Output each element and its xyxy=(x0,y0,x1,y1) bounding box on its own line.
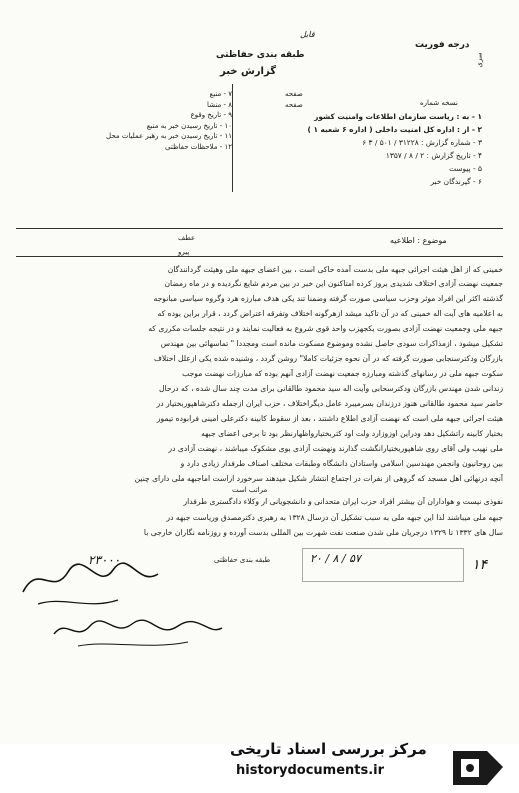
body-line: حاضر سید محمود طالقانی هنوز درزندان بسرمیبرد عامل دیگراختلاف ، حزب ایران ازجمله دکترشاهپوربختیار در xyxy=(156,399,503,408)
left-field: ۱۰ - تاریخ رسیدن خبر به منبع xyxy=(146,121,232,130)
body-line: هیئت اجرائی جبهه ملی است که نهضت آزادی اطلاع داشتند ، بعد از سقوط کابینه دکترعلی امینی فرابوده تیمور xyxy=(156,414,503,423)
left-field: ۹ - تاریخ وقوع xyxy=(190,111,232,119)
watermark-logo-icon xyxy=(445,747,511,789)
watermark-title: مرکز بررسی اسناد تاریخی xyxy=(230,740,427,758)
body-line: تشکیل میشود ، ازمذاکرات سودی حاصل نشده وموضوع مسکوت مانده است ومجددا " تماسهائی بین مهندس xyxy=(160,339,503,348)
header-classification-label: طبقه بندی حفاظتی xyxy=(216,50,305,60)
left-field: ۱۱ - تاریخ رسیدن خبر به رهبر عملیات محل xyxy=(106,132,232,140)
right-field: ۵ - پیوست xyxy=(449,164,482,173)
report-title: گزارش خبر xyxy=(220,66,277,77)
body-line: آنچه درنهائی اهل مسجد که گروهی از نفرات در اجتماع انتشار شکیل میدهند سرخورد اراست اماجبهه ملی دارای چنین xyxy=(134,474,503,483)
watermark-logo xyxy=(445,747,511,789)
header-divider xyxy=(16,228,503,229)
right-field: ۱ - به : ریاست سازمان اطلاعات وامنیت کشور xyxy=(314,112,482,121)
code-number: ۲۳۰۰۰ xyxy=(88,553,121,567)
subject-divider xyxy=(16,256,503,257)
followup-label: پیرو xyxy=(178,248,190,256)
date-stamp: ۲۰ / ۸ / ۵۷ xyxy=(310,552,361,565)
vertical-note: سری xyxy=(475,52,484,68)
vertical-divider xyxy=(232,84,233,192)
stamp-box xyxy=(302,548,464,582)
count-label: نسخه شماره xyxy=(420,99,458,107)
left-field: ۱۲ - ملاحظات حفاظتی xyxy=(165,142,232,151)
body-line: سکوت جبهه ملی در رسانهای گذشته ومبارزه جمعیت نهضت آزادی آنهم بوده که مبارزات نهضت موجب xyxy=(182,369,503,378)
page-label: صفحه xyxy=(285,90,303,98)
body-line: ملی نهیب ولی آقای روی شاهپوربختیارانگشت گذارند ونهضت آزادی بوی مشکوک میباشند ، نهضت آزادی در xyxy=(168,444,503,453)
inline-insert: مراتب است xyxy=(232,486,268,494)
page-label-2: صفحه xyxy=(285,101,303,109)
body-line: بختیار کابینه راتشکیل دهد ودراین اوزوزارد ولت اود کتربختیارواظهارنظر بود تا برخی اعضای جبهه xyxy=(201,429,503,438)
right-field: ۲ - از : اداره کل امنیت داخلی ( اداره ۶ شعبه ۱ ) xyxy=(307,125,482,134)
left-field: ۷ - منبع xyxy=(209,90,232,98)
header-scribble-text: قابل xyxy=(300,30,315,39)
body-line: زندانی شدن مهندس بازرگان ودکترسحابی وآیت اله سید محمود طالقانی برای مدت چند سال شده ، که درحال xyxy=(158,384,503,393)
right-field: ۶ - گیرندگان خبر xyxy=(430,177,482,186)
reference-label: عطف xyxy=(178,234,196,242)
page-digit: ۱۴ xyxy=(472,557,488,573)
body-line: جمعیت نهضت آزادی اختلاف شدیدی بروز کرده امتاکنون این خبر در بین مردم شایع نگردیده و در ماه رمضان xyxy=(164,279,503,288)
body-line: جبهه ملی وجمعیت نهضت آزادی بصورت یکجهزب واحد قوی شروع به فعالیت نمایند و در نتیجه جلسات مکرری که xyxy=(148,324,503,333)
body-line: نفوذی نیست و هواداران آن بیشتر افراد حزب ایران متحدانی و دانشجویانی ار وکلاء دادگستری طرفدار xyxy=(183,497,503,506)
body-line: به اعلامیه های آیت اله خمینی که در آن تاکید میشد ازهرگونه اختلاف وتفرقه اعتراض گردد ، قرار براین بوده که xyxy=(157,309,503,318)
bottom-classification-label: طبقه بندی حفاظتی xyxy=(214,556,271,564)
right-field: ۳ - شماره گزارش : ۳۱۲۲۸ / ۵۰۱ / ۳ ۶ xyxy=(362,138,482,147)
body-line: جبهه ملی میباشند لذا این جبهه ملی به سبب تشکیل آن درسال ۱۳۲۸ به رهبری دکترمصدق وریاست جبهه در xyxy=(166,513,503,522)
left-field-list xyxy=(92,89,232,152)
left-field: ۸ - منشا xyxy=(207,100,232,109)
subject-label: موضوع : اطلاعیه xyxy=(390,236,447,245)
body-line: بین روحانیون وانجمن مهندسین اسلامی واستادان دانشگاه وطبقات مختلف اصناف طرفدار زیادی دارد و xyxy=(180,459,503,468)
header-scribble xyxy=(300,22,360,40)
body-line: سال های ۱۳۳۲ تا ۱۳۲۹ درجریان ملی شدن صنعت نفت شهرت بین المللی بدست آورده و روزنامه نگاران خارجی با xyxy=(143,528,503,537)
body-line: خمینی که از اهل هیئت اجرائی جبهه ملی بدست آمده حاکی است ، بین اعضای جبهه ملی وهیئت گردانندگان xyxy=(167,265,503,274)
watermark-url: historydocuments.ir xyxy=(236,763,385,778)
right-field: ۴ - تاریخ گزارش : ۲ / ۸ / ۱۳۵۷ xyxy=(385,151,482,160)
body-line: گذشته اکثر این افراد موثر وحزب سیاسی صورت گرفته وضمنا تند یکی هدف مبارزه هرد وگروه سیاسی مبانوجه xyxy=(153,294,503,303)
body-line: بازرگان ودکترسنجابی صورت گرفته که در آن نحوه جزئیات کاملا" روشن گردد ، وشنیده شده یکی ازعلل اختلاف xyxy=(154,354,503,363)
priority-label: درجه فوریت xyxy=(415,40,470,50)
right-field-list xyxy=(228,110,482,188)
